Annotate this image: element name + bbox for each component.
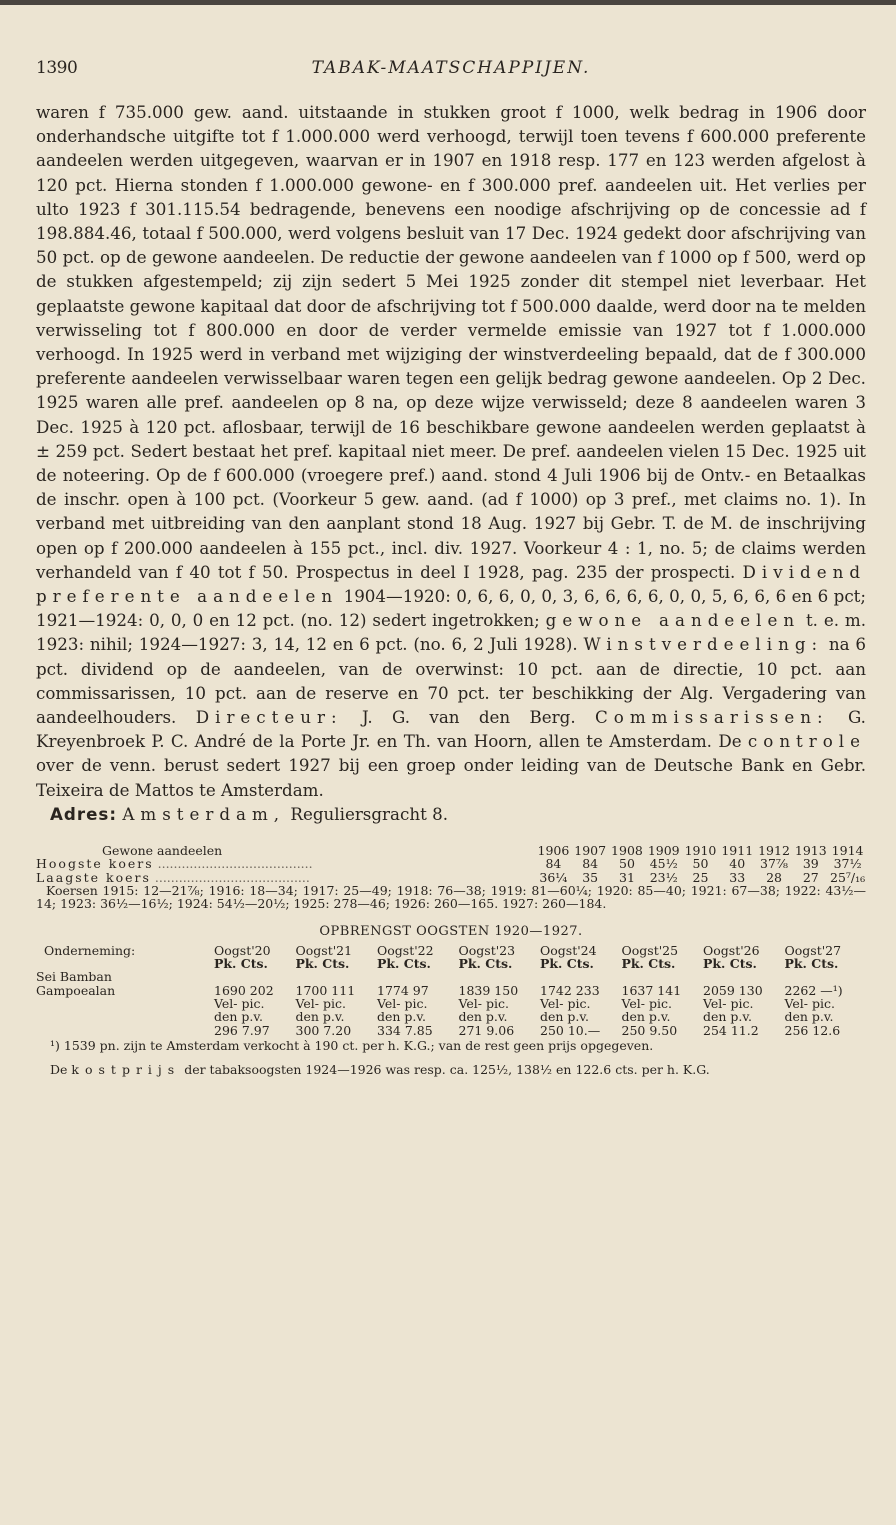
controle-pre: De	[718, 731, 742, 752]
koers-cell: 37⅞	[760, 856, 789, 872]
koers-cell: 35	[582, 869, 599, 885]
subhead-cell: Pk. Cts.	[784, 956, 839, 972]
den-row	[214, 1010, 866, 1023]
den-cell: den p.v.	[214, 1009, 263, 1025]
commissarissen-label: Commissarissen:	[595, 707, 829, 728]
pk-cts-row	[214, 984, 866, 997]
koers-cell: 84	[545, 856, 562, 872]
year-cell: 1910	[684, 843, 717, 859]
subhead-row	[214, 957, 866, 970]
season-cell: Oogst'24	[540, 942, 597, 958]
body-text	[36, 100, 866, 826]
dividend-gewone-label: gewone aandeelen	[545, 610, 801, 631]
season-cell: Oogst'23	[458, 942, 516, 958]
laagste-label: Laagste koers	[36, 869, 151, 885]
kostprijs-paragraph	[36, 1063, 866, 1077]
koers-cell: 33	[729, 869, 746, 885]
controle-label: controle	[747, 731, 867, 752]
koersen-title: Gewone aandeelen	[102, 843, 223, 859]
hoogste-label: Hoogste koers	[36, 856, 154, 872]
den-cell: den p.v.	[377, 1009, 426, 1025]
cts-value: 150	[494, 982, 519, 998]
pk-value: 2262	[784, 982, 817, 998]
dividend-gewone-values: t. e. m. 1923: nihil; 1924—1927: 3, 14, 12 en 6 pct. (no. 6, 2 Juli 1928).	[36, 610, 867, 655]
koers-cell: 25⁷/₁₆	[830, 869, 866, 885]
cts-value: —¹)	[820, 982, 843, 998]
koers-cell: 50	[692, 856, 709, 872]
season-cell: Oogst'20	[214, 942, 271, 958]
value-row	[214, 1024, 866, 1037]
den-cell: den p.v.	[458, 1009, 508, 1025]
pv-value: 7.20	[323, 1022, 352, 1038]
paragraph-history: waren f 735.000 gew. aand. uitstaande in stukken groot f 1000, welk bedrag in 1906 door onderhandsche uitgifte tot f 1.000.000 werd verhoogd, terwijl toen tevens f 600.000 preferente aandeelen werden uitgegeven, waarvan er in 1907 en 1918 resp. 177 en 123 werden afgelost à 120 pct. Hierna stonden f 1.000.000 gewone- en f 300.000 pref. aandeelen uit. Het verlies per ulto 1923 f 301.115.54 bedragende, benevens een noodige afschrijving op de concessie ad f 198.884.46, totaal f 500.000, werd volgens besluit van 17 Dec. 1924 gedekt door afschrijving van 50 pct. op de gewone aandeelen. De reductie der gewone aandeelen van f 1000 op f 500, werd op de stukken afgestempeld; zij zijn sedert 5 Mei 1925 zonder dit stempel niet leverbaar. Het geplaatste gewone kapitaal dat door de afschrijving tot f 500.000 daalde, werd door na te melden verwisseling tot f 800.000 en door de verder vermelde emissie van 1927 tot f 1.000.000 verhoogd. In 1925 werd in verband met wijziging der winstverdeeling bepaald, dat de f 300.000 preferente aandeelen verwisselbaar waren tegen een gelijk bedrag gewone aandeelen. Op 2 Dec. 1925 waren alle pref. aandeelen op 8 na, op deze wijze verwisseld; deze 8 aandeelen waren 3 Dec. 1925 à 120 pct. aflosbaar, terwijl de 16 beschikbare gewone aandeelen werden geplaatst à ± 259 pct. Sedert bestaat het pref. kapitaal niet meer. De pref. aandeelen vielen 15 Dec. 1925 uit de noteering. Op de f 600.000 (vroegere pref.) aand. stond 4 Juli 1906 bij de Ontv.- en Betaalkas de inschr. open à 100 pct. (Voorkeur 5 gew. aand. (ad f 1000) op 3 pref., met claims no. 1). In verband met uitbreiding van den aanplant stond 18 Aug. 1927 bij Gebr. T. de M. de inschrijving open op f 200.000 aandeelen à 155 pct., incl. div. 1927. Voorkeur 4 : 1, no. 5; de claims werden verhandeld van f 40 tot f 50. Prospectus in deel I 1928, pag. 235 der prospecti.	[36, 102, 866, 582]
opbrengst-footnote: ¹) 1539 pn. zijn te Amsterdam verkocht à 190 ct. per h. K.G.; van de rest geen prijs opgegeven.	[50, 1037, 654, 1053]
pk-value: 2059	[703, 982, 735, 998]
running-title: TABAK-MAATSCHAPPIJEN.	[311, 58, 591, 78]
season-cell: Oogst'25	[621, 942, 679, 958]
year-cell: 1909	[647, 843, 680, 859]
subhead-cell: Pk. Cts.	[295, 956, 350, 972]
winstverdeeling-label: Winstverdeeling:	[583, 634, 824, 655]
cts-value: 130	[738, 982, 763, 998]
vel-value: 256	[784, 1022, 809, 1038]
den-cell: den p.v.	[540, 1009, 589, 1025]
koers-cell: 25	[692, 869, 709, 885]
pk-value: 1839	[458, 982, 491, 998]
den-cell: den p.v.	[703, 1009, 752, 1025]
koers-cell: 45½	[649, 856, 678, 872]
commissarissen-names: G. Kreyenbroek P. C. André de la Porte Jr. en Th. van Hoorn, allen te Amsterdam.	[36, 707, 866, 752]
vel-value: 250	[621, 1022, 646, 1038]
vel-cell: Vel- pic.	[621, 996, 672, 1012]
pv-value: 11.2	[730, 1022, 759, 1038]
koersen-header-row	[36, 844, 866, 857]
winstverdeeling-text: na 6 pct. dividend op de aandeelen, van de overwinst: 10 pct. aan de directie, 10 pct. aan commissarissen, 10 pct. aan de reserve en 70 pct. ter beschikking der Alg. Vergadering van aandeelhouders.	[36, 634, 867, 728]
vel-cell: Vel- pic.	[377, 996, 428, 1012]
koers-cell: 23½	[649, 869, 678, 885]
estate-name: Sei Bamban	[36, 969, 112, 985]
vel-cell: Vel- pic.	[214, 996, 265, 1012]
koersen-section	[36, 844, 866, 910]
onderneming-label: Onderneming:	[44, 942, 136, 958]
vel-value: 334	[377, 1022, 401, 1038]
pv-value: 9.06	[486, 1022, 515, 1038]
year-cell: 1907	[574, 843, 607, 859]
page-number: 1390	[36, 58, 78, 78]
subhead-cell: Pk. Cts.	[458, 956, 513, 972]
adres-street: Reguliersgracht 8.	[290, 803, 449, 824]
vel-cell: Vel- pic.	[703, 996, 754, 1012]
adres-label: Adres:	[50, 803, 118, 824]
harvest-columns	[214, 944, 866, 1037]
later-koersen: Koersen 1915: 12—21⅞; 1916: 18—34; 1917: 25—49; 1918: 76—38; 1919: 81—60¼; 1920: 85—40; 1921: 67—38; 1922: 43½—14; 1923: 36½—16½; 1924: 54½—20½; 1925: 278—46; 1926: 260—165. 1927: 260—184.	[36, 882, 866, 912]
vel-cell: Vel- pic.	[784, 996, 835, 1012]
subhead-cell: Pk. Cts.	[621, 956, 676, 972]
hoogste-koers-row: Hoogste koers ....................................... 84 84 50 45½ 50 40 37⅞ 39 37½	[36, 857, 866, 870]
kostprijs-text: der tabaksoogsten 1924—1926 was resp. ca. 125½, 138½ en 122.6 cts. per h. K.G.	[184, 1061, 710, 1077]
year-cell: 1908	[611, 843, 643, 859]
koers-cell: 37½	[833, 856, 862, 872]
vel-cell: Vel- pic.	[540, 996, 591, 1012]
kostprijs-pre: De	[50, 1061, 68, 1077]
document-page	[36, 50, 866, 1077]
year-cell: 1911	[721, 843, 754, 859]
vel-cell: Vel- pic.	[458, 996, 509, 1012]
den-cell: den p.v.	[295, 1009, 345, 1025]
year-cell: 1914	[831, 843, 864, 859]
koers-cell: 40	[729, 856, 746, 872]
opbrengst-title: OPBRENGST OOGSTEN 1920—1927.	[319, 923, 583, 939]
den-cell: den p.v.	[621, 1009, 671, 1025]
cts-value: 233	[575, 982, 600, 998]
year-cell: 1912	[758, 843, 790, 859]
subhead-cell: Pk. Cts.	[214, 956, 268, 972]
kostprijs-label: kostprijs	[71, 1061, 181, 1077]
koers-cell: 84	[582, 856, 599, 872]
vel-value: 300	[295, 1022, 320, 1038]
koers-cell: 50	[619, 856, 635, 872]
directeur-name: J. G. van den Berg.	[361, 707, 576, 728]
year-cell: 1913	[794, 843, 827, 859]
vel-value: 271	[458, 1022, 483, 1038]
pv-value: 10.—	[567, 1022, 601, 1038]
cts-value: 111	[331, 982, 356, 998]
estate-name: Gampoealan	[36, 982, 116, 998]
season-cell: Oogst'26	[703, 942, 760, 958]
vel-value: 250	[540, 1022, 564, 1038]
pk-value: 1742	[540, 982, 572, 998]
cts-value: 97	[412, 982, 429, 998]
subhead-cell: Pk. Cts.	[377, 956, 431, 972]
pk-value: 1774	[377, 982, 409, 998]
controle-text: over de venn. berust sedert 1927 bij een groep onder leiding van de Deutsche Bank en Gebr. Teixeira de Mattos te Amsterdam.	[36, 755, 866, 800]
year-cell: 1906	[537, 843, 570, 859]
pv-value: 7.97	[241, 1022, 270, 1038]
cts-value: 141	[657, 982, 682, 998]
pv-value: 12.6	[812, 1022, 841, 1038]
pk-value: 1700	[295, 982, 328, 998]
directeur-label: Directeur:	[195, 707, 343, 728]
opbrengst-section	[36, 925, 866, 1053]
koers-cell: 28	[766, 869, 782, 885]
estate-column	[36, 944, 214, 1037]
subhead-cell: Pk. Cts.	[703, 956, 757, 972]
koers-cell: 31	[619, 869, 635, 885]
dividend-pref-label: Dividend preferente aandeelen	[36, 561, 867, 607]
pv-value: 9.50	[649, 1022, 678, 1038]
vel-value: 296	[214, 1022, 238, 1038]
season-cell: Oogst'27	[784, 942, 842, 958]
vel-cell: Vel- pic.	[295, 996, 346, 1012]
season-cell: Oogst'21	[295, 942, 353, 958]
den-cell: den p.v.	[784, 1009, 834, 1025]
subhead-cell: Pk. Cts.	[540, 956, 594, 972]
page-header	[36, 50, 866, 84]
pk-value: 1690	[214, 982, 246, 998]
season-cell: Oogst'22	[377, 942, 434, 958]
koers-cell: 36¼	[539, 869, 568, 885]
pk-value: 1637	[621, 982, 654, 998]
cts-value: 202	[249, 982, 274, 998]
dividend-pref-values: 1904—1920: 0, 6, 6, 0, 0, 3, 6, 6, 6, 6, 0, 0, 5, 6, 6, 6 en 6 pct; 1921—1924: 0, 0, 0 en 12 pct. (no. 12) sedert ingetrokken;	[36, 586, 866, 631]
vel-value: 254	[703, 1022, 727, 1038]
koersen-table	[36, 844, 866, 884]
koers-cell: 39	[802, 856, 819, 872]
page-top-edge	[0, 0, 896, 5]
opbrengst-table	[36, 944, 866, 1037]
vel-row	[214, 997, 866, 1010]
season-row	[214, 944, 866, 957]
laagste-koers-row: Laagste koers ....................................... 36¼ 35 31 23½ 25 33 28 27 25⁷/₁₆	[36, 869, 866, 885]
pv-value: 7.85	[404, 1022, 433, 1038]
koers-cell: 27	[802, 869, 819, 885]
adres-city: Amsterdam,	[122, 803, 286, 824]
